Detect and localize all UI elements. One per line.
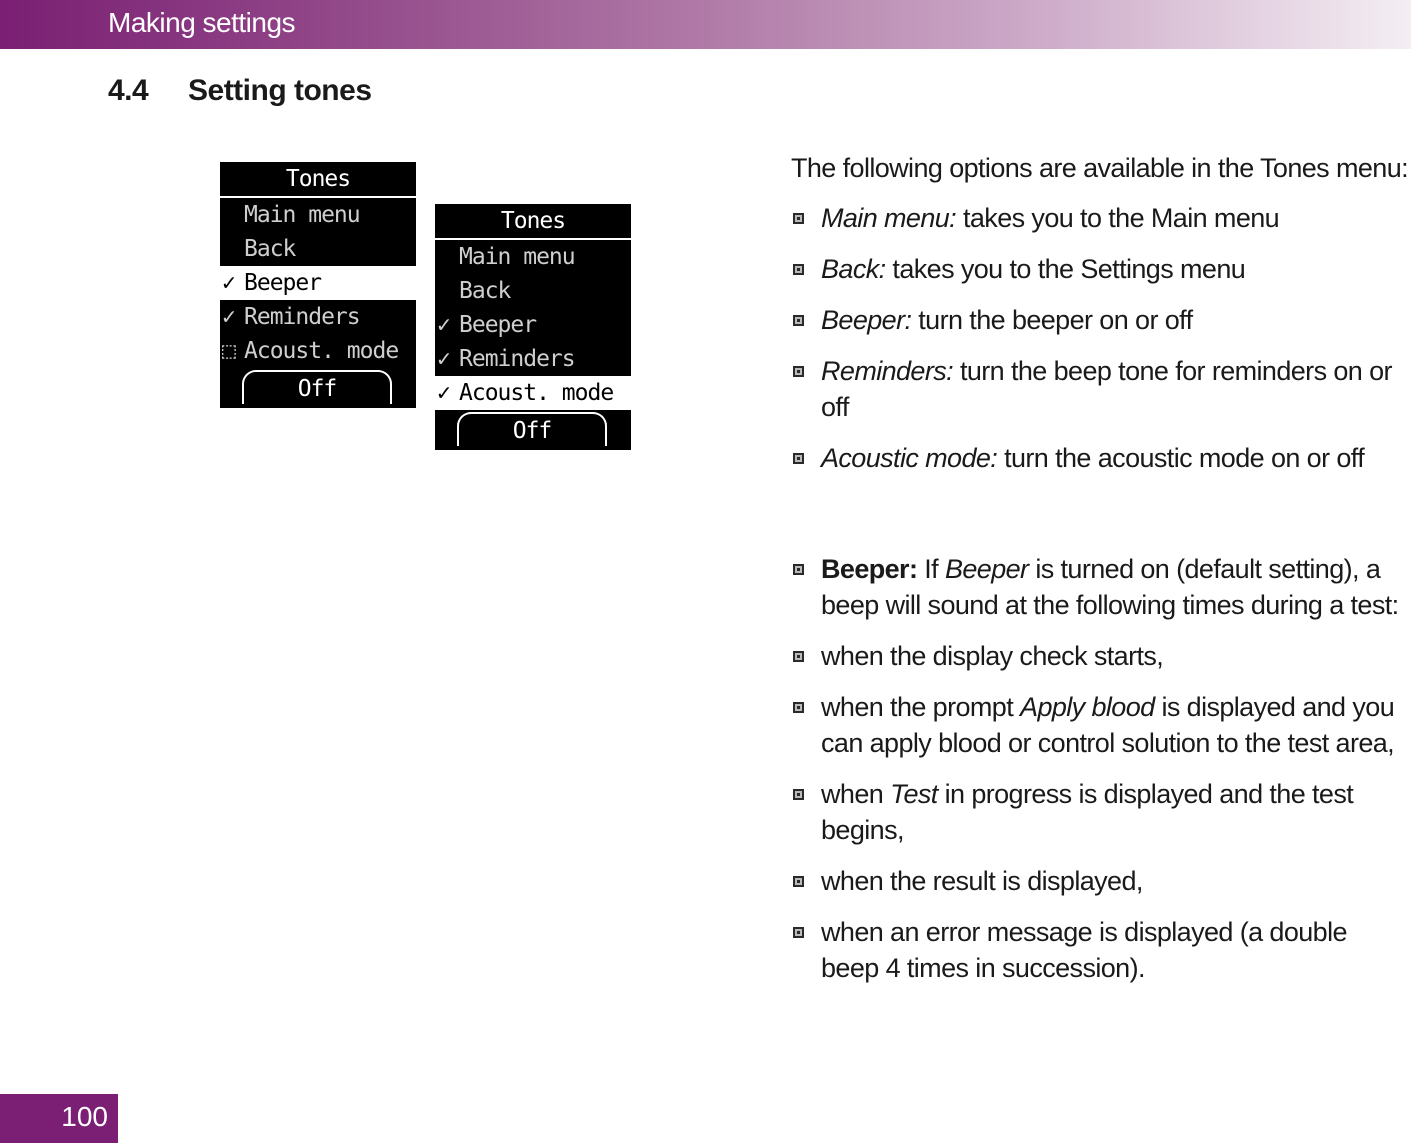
bullet-icon — [793, 702, 804, 713]
option-desc: turn the beep tone for reminders on or off — [821, 356, 1392, 422]
bullet-icon — [793, 927, 804, 938]
bullet-icon — [793, 315, 804, 326]
menu-item-back — [435, 274, 631, 308]
menu-item-label: Acoust. mode — [244, 338, 399, 364]
text-fragment: when the prompt — [821, 692, 1021, 722]
beep-time-text: when the display check starts, — [821, 641, 1164, 671]
button-row — [435, 410, 631, 450]
check-icon: ✓ — [437, 346, 450, 372]
menu-item-label: Beeper — [459, 312, 537, 338]
spacer — [791, 491, 1411, 551]
option-desc: takes you to the Main menu — [956, 203, 1280, 233]
option-term: Reminders: — [821, 356, 954, 386]
menu-item-label: Back — [459, 278, 511, 304]
menu-item-main-menu — [220, 198, 416, 232]
page-number-box — [0, 1094, 118, 1143]
prompt-term: Test — [890, 779, 938, 809]
menu-item-back — [220, 232, 416, 266]
option-term: Acoustic mode: — [821, 443, 998, 473]
option-reminders — [791, 353, 1411, 425]
option-term: Beeper: — [821, 305, 912, 335]
off-button: Off — [457, 412, 607, 446]
bullet-icon — [793, 789, 804, 800]
check-icon: ✓ — [437, 380, 450, 406]
beep-time-2 — [791, 689, 1411, 761]
menu-item-acoust-mode — [435, 376, 631, 410]
menu-item-label: Reminders — [459, 346, 575, 372]
header-bar — [0, 0, 1411, 49]
intro-text: The following options are available in the Tones menu: — [791, 153, 1409, 183]
menu-item-label: Acoust. mode — [459, 380, 614, 406]
beep-time-4 — [791, 863, 1411, 899]
bullet-icon — [793, 264, 804, 275]
check-icon: ✓ — [437, 312, 450, 338]
check-icon: ✓ — [222, 304, 235, 330]
text-fragment: is turned on (default setting), a beep will sound at the following times during a test: — [821, 554, 1399, 620]
tones-screen-2 — [435, 204, 631, 450]
off-button: Off — [242, 370, 392, 404]
option-main-menu — [791, 200, 1411, 236]
text-fragment: is displayed and you can apply blood or control solution to the test area, — [821, 692, 1395, 758]
bullet-icon — [793, 876, 804, 887]
menu-item-main-menu — [435, 240, 631, 274]
option-term: Back: — [821, 254, 886, 284]
option-beeper — [791, 302, 1411, 338]
section-number: 4.4 — [108, 74, 149, 107]
menu-item-beeper — [435, 308, 631, 342]
beep-time-3 — [791, 776, 1411, 848]
menu-item-label: Main menu — [459, 244, 575, 270]
check-icon: ✓ — [222, 270, 235, 296]
beeper-description — [791, 551, 1411, 623]
bullet-icon — [793, 453, 804, 464]
beep-time-text: when an error message is displayed (a double beep 4 times in succession). — [821, 917, 1347, 983]
option-acoustic-mode — [791, 440, 1411, 476]
screen-title: Tones — [435, 204, 631, 240]
menu-item-acoust-mode — [220, 334, 416, 368]
text-fragment: when — [821, 779, 891, 809]
bullet-icon — [793, 213, 804, 224]
beeper-label: Beeper: — [821, 554, 918, 584]
option-desc: turn the acoustic mode on or off — [997, 443, 1365, 473]
beep-time-5 — [791, 914, 1411, 986]
bullet-icon — [793, 651, 804, 662]
button-row — [220, 368, 416, 408]
beep-time-text: when the result is displayed, — [821, 866, 1143, 896]
screen-title: Tones — [220, 162, 416, 198]
bullet-icon — [793, 564, 804, 575]
menu-item-label: Beeper — [244, 270, 322, 296]
text-fragment: If — [917, 554, 945, 584]
content-column — [791, 150, 1411, 1001]
menu-item-beeper — [220, 266, 416, 300]
bullet-icon — [793, 366, 804, 377]
prompt-term: Apply blood — [1020, 692, 1155, 722]
text-fragment: in progress is displayed and the test begins, — [821, 779, 1354, 845]
menu-item-reminders — [435, 342, 631, 376]
option-desc: turn the beeper on or off — [911, 305, 1193, 335]
page-number: 100 — [61, 1101, 108, 1132]
beep-time-1 — [791, 638, 1411, 674]
option-term: Main menu: — [821, 203, 957, 233]
beeper-term: Beeper — [944, 554, 1029, 584]
option-back — [791, 251, 1411, 287]
menu-item-label: Main menu — [244, 202, 360, 228]
menu-item-label: Reminders — [244, 304, 360, 330]
menu-item-label: Back — [244, 236, 296, 262]
checkbox-empty-icon: ⬚ — [222, 338, 235, 364]
menu-item-reminders — [220, 300, 416, 334]
option-desc: takes you to the Settings menu — [885, 254, 1246, 284]
section-heading — [108, 74, 372, 108]
chapter-title: Making settings — [108, 7, 296, 38]
tones-screen-1 — [220, 162, 416, 408]
section-title: Setting tones — [188, 74, 372, 107]
